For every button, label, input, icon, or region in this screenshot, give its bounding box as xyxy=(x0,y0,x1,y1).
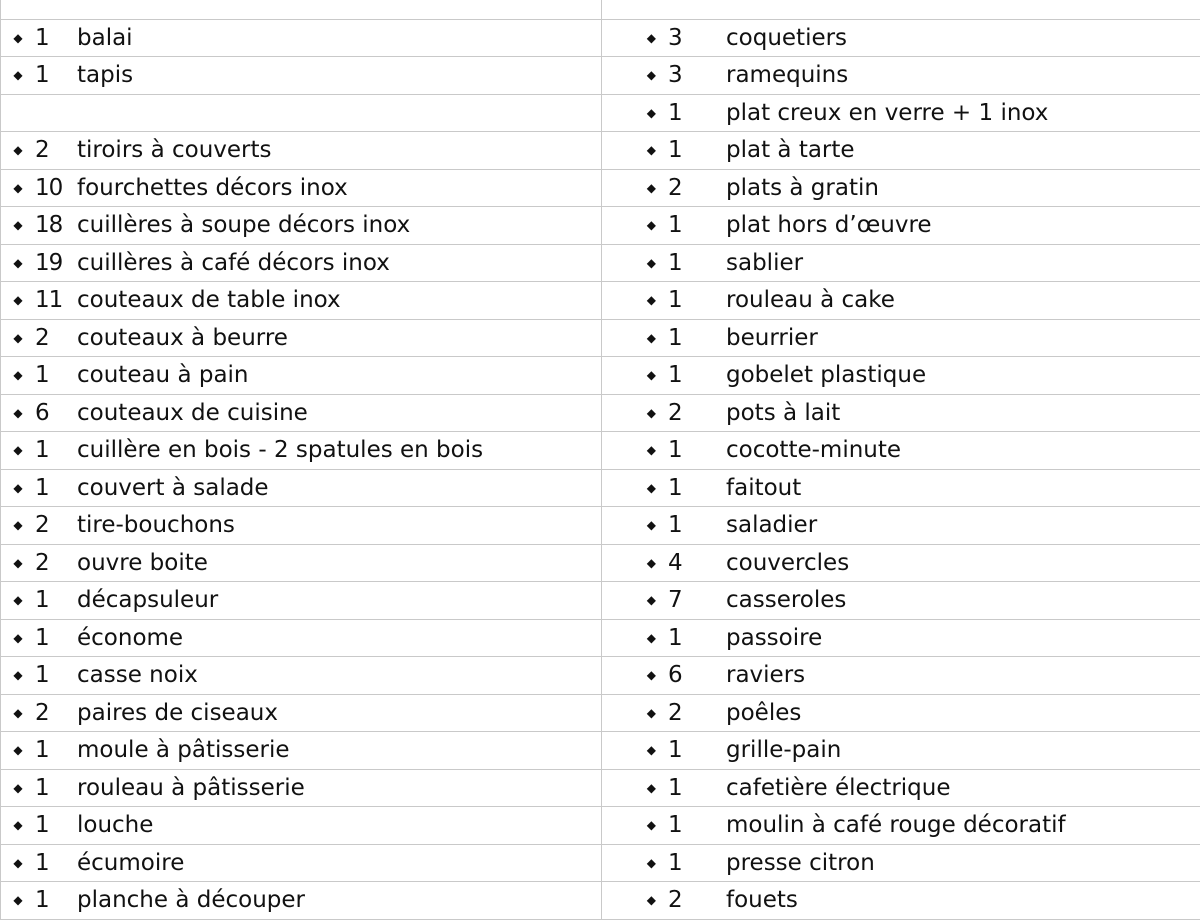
list-item xyxy=(602,282,1200,319)
bullet-diamond-icon: ◆ xyxy=(602,143,668,157)
item-quantity: 2 xyxy=(35,325,77,351)
list-item xyxy=(1,207,601,244)
bullet-diamond-icon: ◆ xyxy=(602,743,668,757)
item-quantity: 1 xyxy=(668,137,700,163)
list-item xyxy=(602,432,1200,469)
item-label: gobelet plastique xyxy=(700,362,926,388)
list-item xyxy=(602,132,1200,169)
bullet-diamond-icon: ◆ xyxy=(602,518,668,532)
item-quantity: 2 xyxy=(668,887,700,913)
bullet-diamond-icon: ◆ xyxy=(602,781,668,795)
list-item xyxy=(1,57,601,94)
list-item xyxy=(602,57,1200,94)
item-label: couteaux de cuisine xyxy=(77,400,308,426)
table-row xyxy=(1,469,1200,507)
bullet-diamond-icon: ◆ xyxy=(602,331,668,345)
left-cell xyxy=(1,0,602,19)
list-item xyxy=(1,20,601,57)
item-label: raviers xyxy=(700,662,805,688)
left-cell xyxy=(1,94,602,132)
table-row xyxy=(1,844,1200,882)
right-cell xyxy=(602,769,1200,807)
item-label: casseroles xyxy=(700,587,846,613)
item-quantity: 1 xyxy=(35,625,77,651)
bullet-diamond-icon: ◆ xyxy=(1,218,35,232)
bullet-diamond-icon: ◆ xyxy=(602,893,668,907)
right-cell xyxy=(602,19,1200,57)
inventory-rows xyxy=(1,0,1200,919)
item-quantity: 2 xyxy=(35,550,77,576)
item-quantity: 1 xyxy=(668,850,700,876)
right-cell xyxy=(602,207,1200,245)
item-quantity: 6 xyxy=(35,400,77,426)
list-item xyxy=(1,470,601,507)
item-label: cuillère en bois - 2 spatules en bois xyxy=(77,437,483,463)
item-label: coquetiers xyxy=(700,25,847,51)
item-label: grille-pain xyxy=(700,737,841,763)
left-cell xyxy=(1,282,602,320)
list-item xyxy=(602,170,1200,207)
list-item xyxy=(1,395,601,432)
item-label: fourchettes décors inox xyxy=(77,175,348,201)
right-cell xyxy=(602,882,1200,920)
left-cell xyxy=(1,769,602,807)
bullet-diamond-icon: ◆ xyxy=(602,481,668,495)
left-cell xyxy=(1,132,602,170)
list-item xyxy=(602,507,1200,544)
bullet-diamond-icon: ◆ xyxy=(1,368,35,382)
item-label: presse citron xyxy=(700,850,875,876)
table-row xyxy=(1,507,1200,545)
right-cell xyxy=(602,844,1200,882)
left-cell xyxy=(1,507,602,545)
left-cell xyxy=(1,244,602,282)
right-cell xyxy=(602,657,1200,695)
bullet-diamond-icon: ◆ xyxy=(602,218,668,232)
left-cell xyxy=(1,807,602,845)
right-cell xyxy=(602,469,1200,507)
table-row xyxy=(1,544,1200,582)
item-label: décapsuleur xyxy=(77,587,218,613)
item-quantity: 1 xyxy=(35,737,77,763)
bullet-diamond-icon: ◆ xyxy=(602,631,668,645)
item-quantity: 1 xyxy=(668,475,700,501)
item-quantity: 11 xyxy=(35,287,77,313)
right-cell xyxy=(602,544,1200,582)
item-quantity: 1 xyxy=(668,362,700,388)
left-cell xyxy=(1,657,602,695)
bullet-diamond-icon: ◆ xyxy=(1,743,35,757)
left-cell xyxy=(1,207,602,245)
bullet-diamond-icon: ◆ xyxy=(1,818,35,832)
list-item xyxy=(1,695,601,732)
right-cell xyxy=(602,582,1200,620)
item-label: couteaux à beurre xyxy=(77,325,288,351)
item-label: économe xyxy=(77,625,183,651)
bullet-diamond-icon: ◆ xyxy=(602,706,668,720)
item-label: cafetière électrique xyxy=(700,775,951,801)
list-item xyxy=(1,432,601,469)
list-item xyxy=(1,170,601,207)
list-item xyxy=(602,657,1200,694)
table-row xyxy=(1,769,1200,807)
list-item xyxy=(602,845,1200,882)
item-label: tapis xyxy=(77,62,133,88)
right-cell xyxy=(602,132,1200,170)
item-quantity: 10 xyxy=(35,175,77,201)
bullet-diamond-icon: ◆ xyxy=(1,893,35,907)
bullet-diamond-icon: ◆ xyxy=(1,293,35,307)
list-item xyxy=(602,545,1200,582)
table-row xyxy=(1,244,1200,282)
left-cell xyxy=(1,19,602,57)
list-item xyxy=(1,620,601,657)
list-item xyxy=(1,320,601,357)
item-quantity: 6 xyxy=(668,662,700,688)
item-quantity: 1 xyxy=(35,775,77,801)
bullet-diamond-icon: ◆ xyxy=(1,406,35,420)
item-quantity: 1 xyxy=(668,437,700,463)
bullet-diamond-icon: ◆ xyxy=(602,443,668,457)
item-label: couvercles xyxy=(700,550,849,576)
item-label: ouvre boite xyxy=(77,550,208,576)
table-row xyxy=(1,132,1200,170)
item-quantity: 3 xyxy=(668,62,700,88)
item-quantity: 1 xyxy=(668,212,700,238)
item-label: balai xyxy=(77,25,133,51)
item-label: tiroirs à couverts xyxy=(77,137,272,163)
list-item xyxy=(1,132,601,169)
right-cell xyxy=(602,619,1200,657)
bullet-diamond-icon: ◆ xyxy=(602,406,668,420)
right-cell xyxy=(602,694,1200,732)
bullet-diamond-icon: ◆ xyxy=(602,668,668,682)
bullet-diamond-icon: ◆ xyxy=(1,518,35,532)
item-label: passoire xyxy=(700,625,822,651)
table-row xyxy=(1,319,1200,357)
item-quantity: 1 xyxy=(668,512,700,538)
left-cell xyxy=(1,432,602,470)
right-cell xyxy=(602,507,1200,545)
table-row xyxy=(1,657,1200,695)
list-item xyxy=(602,770,1200,807)
item-quantity: 1 xyxy=(35,887,77,913)
table-row xyxy=(1,57,1200,95)
item-label: écumoire xyxy=(77,850,184,876)
bullet-diamond-icon: ◆ xyxy=(1,143,35,157)
item-quantity: 1 xyxy=(668,737,700,763)
item-quantity: 1 xyxy=(35,812,77,838)
list-item xyxy=(602,882,1200,919)
bullet-diamond-icon: ◆ xyxy=(602,856,668,870)
left-cell xyxy=(1,357,602,395)
item-label: plat hors d’œuvre xyxy=(700,212,932,238)
item-quantity: 1 xyxy=(35,62,77,88)
right-cell xyxy=(602,394,1200,432)
item-quantity: 1 xyxy=(35,437,77,463)
item-quantity: 2 xyxy=(35,700,77,726)
item-quantity: 4 xyxy=(668,550,700,576)
item-quantity: 1 xyxy=(668,775,700,801)
item-label: sablier xyxy=(700,250,803,276)
table-row xyxy=(1,94,1200,132)
item-quantity: 19 xyxy=(35,250,77,276)
bullet-diamond-icon: ◆ xyxy=(1,781,35,795)
bullet-diamond-icon: ◆ xyxy=(1,443,35,457)
list-item xyxy=(1,582,601,619)
item-label: cuillères à soupe décors inox xyxy=(77,212,410,238)
list-item xyxy=(602,620,1200,657)
right-cell xyxy=(602,57,1200,95)
table-row xyxy=(1,19,1200,57)
right-cell xyxy=(602,0,1200,19)
item-label: couvert à salade xyxy=(77,475,269,501)
left-cell xyxy=(1,57,602,95)
table-row xyxy=(1,694,1200,732)
table-row xyxy=(1,582,1200,620)
list-item xyxy=(602,245,1200,282)
item-quantity: 1 xyxy=(35,362,77,388)
list-item xyxy=(1,657,601,694)
item-label: paires de ciseaux xyxy=(77,700,278,726)
right-cell xyxy=(602,282,1200,320)
list-item xyxy=(602,807,1200,844)
bullet-diamond-icon: ◆ xyxy=(1,593,35,607)
item-label: plats à gratin xyxy=(700,175,879,201)
item-label: pots à lait xyxy=(700,400,840,426)
bullet-diamond-icon: ◆ xyxy=(1,256,35,270)
item-quantity: 2 xyxy=(668,700,700,726)
left-cell xyxy=(1,469,602,507)
list-item xyxy=(602,395,1200,432)
item-label: faitout xyxy=(700,475,801,501)
table-row xyxy=(1,732,1200,770)
list-item xyxy=(1,770,601,807)
table-row xyxy=(1,169,1200,207)
bullet-diamond-icon: ◆ xyxy=(1,668,35,682)
item-label: poêles xyxy=(700,700,801,726)
right-cell xyxy=(602,357,1200,395)
list-item xyxy=(1,732,601,769)
bullet-diamond-icon: ◆ xyxy=(1,31,35,45)
item-quantity: 1 xyxy=(35,25,77,51)
list-item xyxy=(1,245,601,282)
bullet-diamond-icon: ◆ xyxy=(602,68,668,82)
item-quantity: 18 xyxy=(35,212,77,238)
bullet-diamond-icon: ◆ xyxy=(602,556,668,570)
item-label: plat creux en verre + 1 inox xyxy=(700,100,1048,126)
left-cell xyxy=(1,394,602,432)
item-quantity: 1 xyxy=(668,812,700,838)
item-label: cuillères à café décors inox xyxy=(77,250,390,276)
bullet-diamond-icon: ◆ xyxy=(602,818,668,832)
bullet-diamond-icon: ◆ xyxy=(1,481,35,495)
right-cell xyxy=(602,807,1200,845)
list-item xyxy=(1,807,601,844)
bullet-diamond-icon: ◆ xyxy=(602,106,668,120)
list-item xyxy=(602,732,1200,769)
left-cell xyxy=(1,694,602,732)
bullet-diamond-icon: ◆ xyxy=(602,181,668,195)
list-item xyxy=(602,320,1200,357)
right-cell xyxy=(602,169,1200,207)
bullet-diamond-icon: ◆ xyxy=(602,31,668,45)
left-cell xyxy=(1,732,602,770)
item-label: cocotte-minute xyxy=(700,437,901,463)
table-row xyxy=(1,207,1200,245)
bullet-diamond-icon: ◆ xyxy=(1,331,35,345)
list-item xyxy=(602,20,1200,57)
table-row xyxy=(1,807,1200,845)
left-cell xyxy=(1,619,602,657)
list-item xyxy=(1,507,601,544)
list-item xyxy=(602,207,1200,244)
item-label: saladier xyxy=(700,512,817,538)
item-label: couteau à pain xyxy=(77,362,249,388)
bullet-diamond-icon: ◆ xyxy=(1,631,35,645)
list-item xyxy=(1,357,601,394)
list-item xyxy=(602,95,1200,132)
right-cell xyxy=(602,244,1200,282)
item-quantity: 2 xyxy=(668,175,700,201)
bullet-diamond-icon: ◆ xyxy=(1,181,35,195)
list-item xyxy=(1,545,601,582)
item-label: couteaux de table inox xyxy=(77,287,341,313)
item-label: fouets xyxy=(700,887,798,913)
list-item xyxy=(602,695,1200,732)
table-row xyxy=(1,0,1200,19)
item-quantity: 2 xyxy=(35,512,77,538)
item-quantity: 1 xyxy=(35,475,77,501)
left-cell xyxy=(1,582,602,620)
bullet-diamond-icon: ◆ xyxy=(1,68,35,82)
item-label: tire-bouchons xyxy=(77,512,235,538)
right-cell xyxy=(602,432,1200,470)
table-row xyxy=(1,432,1200,470)
list-item xyxy=(1,845,601,882)
item-quantity: 1 xyxy=(668,287,700,313)
item-label: louche xyxy=(77,812,153,838)
table-row xyxy=(1,619,1200,657)
item-label: moulin à café rouge décoratif xyxy=(700,812,1066,838)
item-quantity: 1 xyxy=(668,325,700,351)
list-item xyxy=(602,470,1200,507)
item-quantity: 1 xyxy=(35,850,77,876)
item-label: plat à tarte xyxy=(700,137,855,163)
right-cell xyxy=(602,732,1200,770)
item-quantity: 1 xyxy=(35,587,77,613)
bullet-diamond-icon: ◆ xyxy=(602,368,668,382)
table-row xyxy=(1,357,1200,395)
item-label: moule à pâtisserie xyxy=(77,737,290,763)
item-quantity: 3 xyxy=(668,25,700,51)
right-cell xyxy=(602,319,1200,357)
item-label: ramequins xyxy=(700,62,848,88)
table-row xyxy=(1,394,1200,432)
list-item xyxy=(1,282,601,319)
bullet-diamond-icon: ◆ xyxy=(602,293,668,307)
item-quantity: 1 xyxy=(668,100,700,126)
left-cell xyxy=(1,882,602,920)
bullet-diamond-icon: ◆ xyxy=(1,706,35,720)
left-cell xyxy=(1,169,602,207)
table-row xyxy=(1,282,1200,320)
bullet-diamond-icon: ◆ xyxy=(602,593,668,607)
item-quantity: 1 xyxy=(35,662,77,688)
item-quantity: 7 xyxy=(668,587,700,613)
list-item xyxy=(1,882,601,919)
item-label: casse noix xyxy=(77,662,198,688)
item-quantity: 1 xyxy=(668,250,700,276)
table-row xyxy=(1,882,1200,920)
list-item xyxy=(602,582,1200,619)
item-quantity: 2 xyxy=(668,400,700,426)
left-cell xyxy=(1,544,602,582)
bullet-diamond-icon: ◆ xyxy=(1,556,35,570)
list-item xyxy=(602,357,1200,394)
item-quantity: 2 xyxy=(35,137,77,163)
right-cell xyxy=(602,94,1200,132)
item-label: rouleau à pâtisserie xyxy=(77,775,305,801)
item-label: planche à découper xyxy=(77,887,305,913)
item-label: beurrier xyxy=(700,325,818,351)
item-quantity: 1 xyxy=(668,625,700,651)
bullet-diamond-icon: ◆ xyxy=(602,256,668,270)
bullet-diamond-icon: ◆ xyxy=(1,856,35,870)
item-label: rouleau à cake xyxy=(700,287,895,313)
left-cell xyxy=(1,844,602,882)
left-cell xyxy=(1,319,602,357)
